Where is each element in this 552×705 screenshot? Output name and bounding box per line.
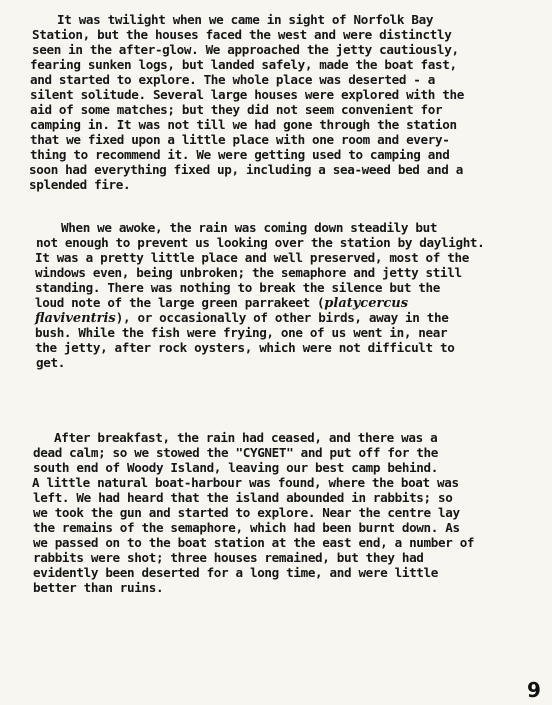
text-line: Station, but the houses faced the west and were distinctly [32, 27, 452, 42]
text-line: that we fixed upon a little place with one room and every- [30, 132, 450, 147]
text-line: standing. There was nothing to break the silence but the [35, 280, 440, 295]
text-line: splended fire. [29, 177, 131, 192]
text-line: silent solitude. Several large houses were explored with the [30, 87, 464, 102]
text-line: the remains of the semaphore, which had been burnt down. As [33, 520, 460, 535]
text-line: fearing sunken logs, but landed safely, made the boat fast, [30, 57, 457, 72]
text-line [35, 295, 408, 311]
text-line [35, 310, 448, 326]
text-line: not enough to prevent us looking over the station by daylight. [36, 235, 485, 250]
text-line: the jetty, after rock oysters, which were not difficult to [35, 340, 455, 355]
text-line: left. We had heard that the island abounded in rabbits; so [33, 490, 453, 505]
text-line: thing to recommend it. We were getting used to camping and [30, 147, 450, 162]
text-line: evidently been deserted for a long time, and were little [33, 565, 438, 580]
species-name-genus: platycercus [324, 296, 409, 311]
text-line: A little natural boat-harbour was found, where the boat was [32, 475, 459, 490]
text-line: windows even, being unbroken; the semaphore and jetty still [35, 265, 462, 280]
species-name-species: flaviventris [35, 311, 116, 326]
text-line: dead calm; so we stowed the "CYGNET" and put off for the [33, 445, 438, 460]
text-line: seen in the after-glow. We approached the jetty cautiously, [32, 42, 459, 57]
text-line: get. [36, 355, 65, 370]
text-line: soon had everything fixed up, including a sea-weed bed and a [29, 162, 463, 177]
text-line: better than ruins. [33, 580, 164, 595]
text-run: loud note of the large green parrakeet ( [35, 295, 325, 310]
text-line: south end of Woody Island, leaving our best camp behind. [33, 460, 438, 475]
text-line: camping in. It was not till we had gone through the station [30, 117, 457, 132]
text-run: ), or occasionally of other birds, away in the [115, 310, 449, 325]
text-line: and started to explore. The whole place was deserted - a [30, 72, 435, 87]
text-line: bush. While the fish were frying, one of us went in, near [35, 325, 448, 340]
text-line: When we awoke, the rain was coming down steadily but [61, 220, 438, 235]
text-line: After breakfast, the rain had ceased, and there was a [54, 430, 438, 445]
text-line: rabbits were shot; three houses remained, but they had [33, 550, 424, 565]
text-line: It was twilight when we came in sight of Norfolk Bay [57, 12, 434, 27]
text-line: we took the gun and started to explore. Near the centre lay [33, 505, 460, 520]
text-line: It was a pretty little place and well preserved, most of the [35, 250, 469, 265]
text-line: aid of some matches; but they did not seem convenient for [30, 102, 443, 117]
text-line: we passed on to the boat station at the east end, a number of [33, 535, 475, 550]
page-number: 9 [527, 678, 540, 702]
